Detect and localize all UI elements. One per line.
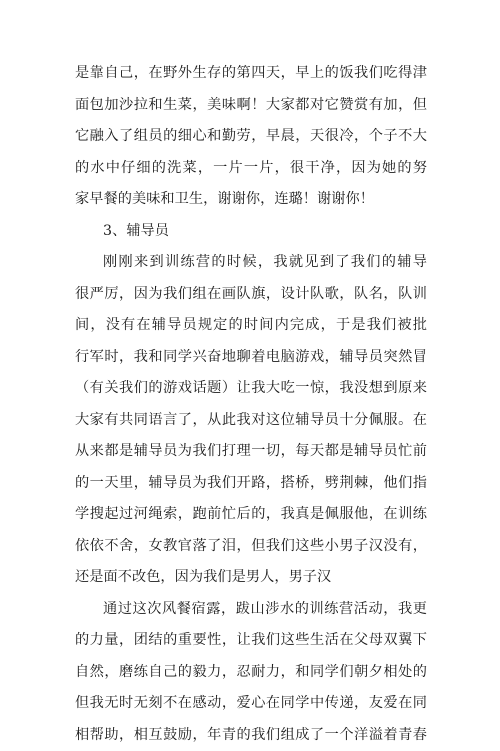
text-line: 的水中仔细的洗菜，一片一片，很干净，因为她的努 xyxy=(75,153,427,185)
text-line: 依依不舍，女教官落了泪，但我们这些小男子汉没有， xyxy=(75,531,427,563)
paragraph-2 xyxy=(75,247,427,594)
text-line: 很严厉，因为我们组在画队旗，设计队歌，队名，队训 xyxy=(75,279,427,311)
section-heading: 3、辅导员 xyxy=(75,216,427,248)
text-line: 是靠自己，在野外生存的第四天，早上的饭我们吃得津 xyxy=(75,58,427,90)
text-line: 它融入了组员的细心和勤劳，早晨，天很冷，个子不大 xyxy=(75,121,427,153)
text-line: 的力量，团结的重要性，让我们这些生活在父母双翼下 xyxy=(75,625,427,657)
text-line: 学搜起过河绳索，跑前忙后的，我真是佩服他，在训练 xyxy=(75,499,427,531)
paragraph-3 xyxy=(75,594,427,751)
text-line: （有关我们的游戏话题）让我大吃一惊，我没想到原来 xyxy=(75,373,427,405)
text-line: 的一天里，辅导员为我们开路，搭桥，劈荆棘，他们指 xyxy=(75,468,427,500)
text-line: 刚刚来到训练营的时候，我就见到了我们的辅导 xyxy=(75,247,427,279)
text-line: 但我无时无刻不在感动，爱心在同学中传递，友爱在同 xyxy=(75,688,427,720)
text-line: 通过这次风餐宿露，跋山涉水的训练营活动，我更 xyxy=(75,594,427,626)
text-line: 自然，磨练自己的毅力，忍耐力，和同学们朝夕相处的 xyxy=(75,657,427,689)
text-line: 还是面不改色，因为我们是男人，男子汉 xyxy=(75,562,427,594)
text-line: 家早餐的美味和卫生，谢谢你，连璐！谢谢你！ xyxy=(75,184,427,216)
document-page xyxy=(75,58,427,751)
text-line: 相帮助，相互鼓励，年青的我们组成了一个洋溢着青春 xyxy=(75,720,427,751)
text-line: 行军时，我和同学兴奋地聊着电脑游戏，辅导员突然冒 xyxy=(75,342,427,374)
text-line: 从来都是辅导员为我们打理一切，每天都是辅导员忙前 xyxy=(75,436,427,468)
text-line: 大家有共同语言了，从此我对这位辅导员十分佩服。在 xyxy=(75,405,427,437)
text-line: 面包加沙拉和生菜，美味啊！大家都对它赞赏有加，但 xyxy=(75,90,427,122)
paragraph-1 xyxy=(75,58,427,216)
text-line: 间，没有在辅导员规定的时间内完成，于是我们被批 xyxy=(75,310,427,342)
